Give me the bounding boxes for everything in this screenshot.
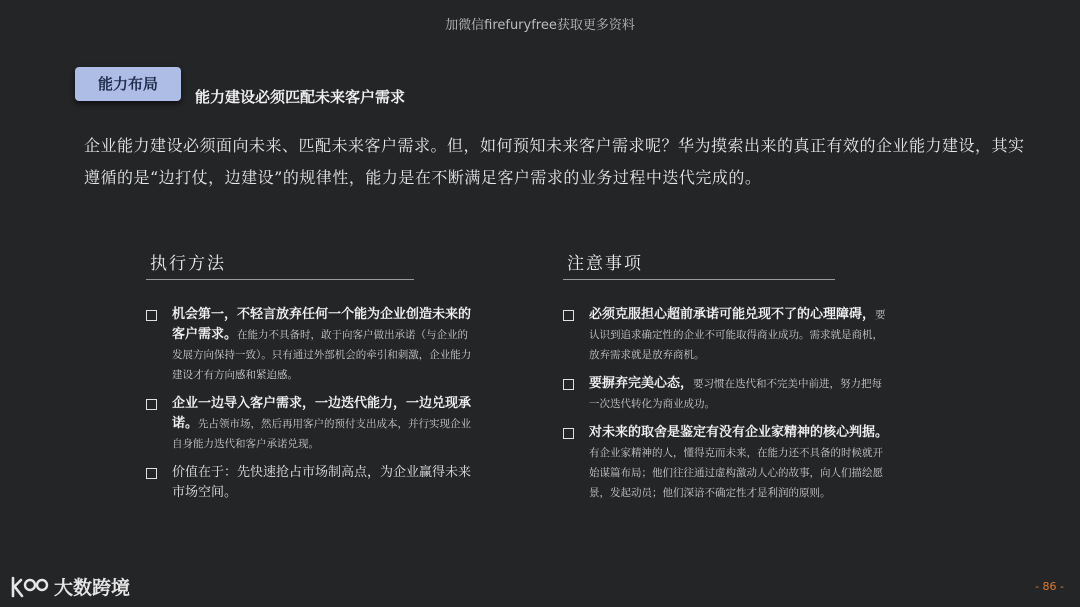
item-rest: 价值在于：先快速抢占市场制高点，为企业赢得未来市场空间。 xyxy=(172,465,472,500)
item-bold: 必须克服担心超前承诺可能兑现不了的心理障碍， xyxy=(589,307,876,322)
square-bullet-icon xyxy=(146,399,157,410)
top-note: 加微信firefuryfree获取更多资料 xyxy=(445,18,635,33)
item-bold: 对未来的取舍是鉴定有没有企业家精神的核心判据。 xyxy=(589,425,889,440)
left-column-rule xyxy=(146,279,414,280)
item-rest: 在能力不具备时，敢于向客户做出承诺（与企业的发展方向保持一致）。只有通过外部机会的牵引和刺激，企业能力建设才有方向感和紧迫感。 xyxy=(172,329,472,381)
list-item xyxy=(146,394,476,454)
headline: 能力建设必须匹配未来客户需求 xyxy=(195,88,406,106)
page-number: - 86 - xyxy=(1035,580,1064,593)
square-bullet-icon xyxy=(146,468,157,479)
item-rest: 要认识到追求确定性的企业不可能取得商业成功。需求就是商机，放弃需求就是放弃商机。 xyxy=(589,309,886,361)
logo-text: 大数跨境 xyxy=(54,577,131,599)
list-item xyxy=(563,305,891,365)
square-bullet-icon xyxy=(563,428,574,439)
item-bold: 企业一边导入客户需求，一边迭代能力，一边兑现承诺。 xyxy=(172,396,472,431)
list-item xyxy=(563,374,891,414)
square-bullet-icon xyxy=(563,310,574,321)
right-column-rule xyxy=(563,279,835,280)
item-rest: 要习惯在迭代和不完美中前进，努力把每一次迭代转化为商业成功。 xyxy=(589,378,883,410)
brand-logo xyxy=(10,573,130,600)
list-item xyxy=(563,423,891,503)
square-bullet-icon xyxy=(146,310,157,321)
section-tag: 能力布局 xyxy=(75,67,181,101)
item-bold: 机会第一，不轻言放弃任何一个能为企业创造未来的客户需求。 xyxy=(172,307,472,342)
left-column-title: 执行方法 xyxy=(150,254,226,274)
right-list xyxy=(563,305,891,512)
kboo-logo-icon xyxy=(10,574,50,600)
item-bold: 要摒弃完美心态， xyxy=(589,376,694,391)
square-bullet-icon xyxy=(563,379,574,390)
left-list xyxy=(146,305,476,512)
intro-paragraph: 企业能力建设必须面向未来、匹配未来客户需求。但，如何预知未来客户需求呢？华为摸索出来的真正有效的企业能力建设，其实遵循的是“边打仗，边建设”的规律性，能力是在不断满足客户需求的业务过程中迭代完成的。 xyxy=(84,136,1025,187)
item-rest: 先占领市场，然后再用客户的预付支出成本，并行实现企业自身能力迭代和客户承诺兑现。 xyxy=(172,418,472,450)
list-item xyxy=(146,305,476,385)
item-rest: 有企业家精神的人，懂得克而未来，在能力还不具备的时候就开始谋篇布局；他们往往通过虚构激动人心的故事，向人们描绘愿景，发起动员；他们深谙不确定性才是利润的原则。 xyxy=(589,447,883,499)
list-item xyxy=(146,463,476,503)
right-column-title: 注意事项 xyxy=(567,254,643,274)
